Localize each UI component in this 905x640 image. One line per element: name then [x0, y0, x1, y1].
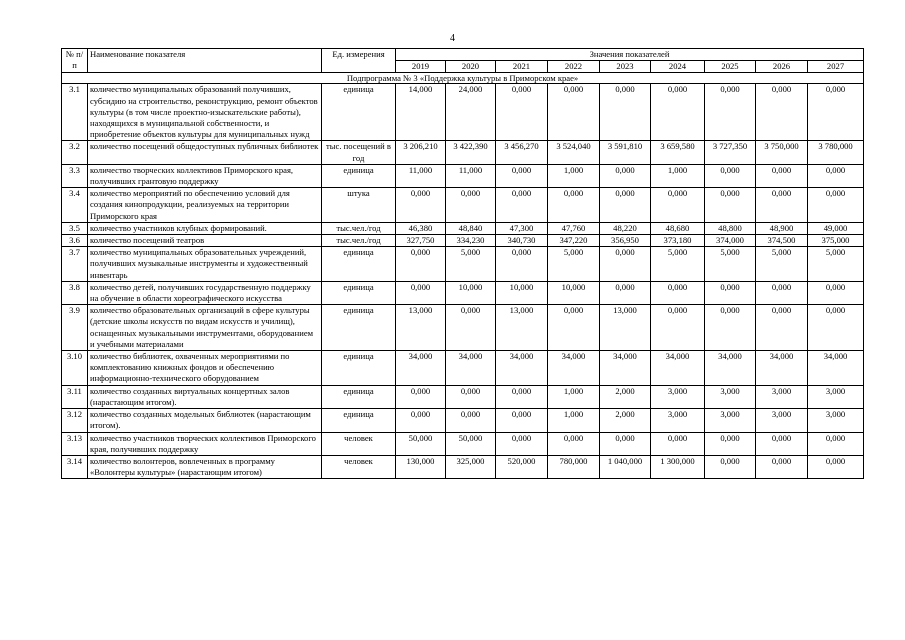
year-header: 2020 [446, 61, 496, 73]
unit-cell: единица [322, 409, 396, 432]
value-cell: 3 206,210 [396, 141, 446, 164]
value-cell: 0,000 [808, 164, 864, 187]
value-cell: 13,000 [396, 305, 446, 351]
indicator-name: количество детей, получивших государственную поддержку на обучение в области хореографического искусства [88, 281, 322, 304]
value-cell: 34,000 [651, 351, 705, 386]
year-header: 2021 [496, 61, 548, 73]
value-cell: 0,000 [651, 432, 705, 455]
table-row [62, 432, 864, 455]
unit-cell: единица [322, 281, 396, 304]
row-number: 3.4 [62, 188, 88, 223]
value-cell: 3 780,000 [808, 141, 864, 164]
value-cell: 0,000 [756, 164, 808, 187]
indicator-name: количество волонтеров, вовлеченных в программу «Волонтеры культуры» (нарастающим итогом) [88, 455, 322, 478]
value-cell: 374,500 [756, 235, 808, 247]
row-number: 3.3 [62, 164, 88, 187]
value-cell: 0,000 [705, 455, 756, 478]
indicator-name: количество муниципальных образовательных учреждений, получивших музыкальные инструменты и художественный инвентарь [88, 247, 322, 282]
value-cell: 0,000 [496, 164, 548, 187]
value-cell: 48,900 [756, 222, 808, 234]
unit-cell: единица [322, 305, 396, 351]
table-row [62, 385, 864, 408]
value-cell: 0,000 [446, 409, 496, 432]
table-row [62, 351, 864, 386]
unit-cell: тыс.чел./год [322, 222, 396, 234]
indicator-name: количество участников творческих коллективов Приморского края, получивших поддержку [88, 432, 322, 455]
value-cell: 0,000 [808, 188, 864, 223]
row-number: 3.1 [62, 84, 88, 141]
value-cell: 48,800 [705, 222, 756, 234]
value-cell: 13,000 [496, 305, 548, 351]
value-cell: 0,000 [548, 305, 600, 351]
indicator-name: количество творческих коллективов Приморского края, получивших грантовую поддержку [88, 164, 322, 187]
value-cell: 0,000 [396, 281, 446, 304]
value-cell: 130,000 [396, 455, 446, 478]
value-cell: 1 300,000 [651, 455, 705, 478]
value-cell: 0,000 [446, 305, 496, 351]
value-cell: 3 456,270 [496, 141, 548, 164]
value-cell: 1,000 [548, 385, 600, 408]
row-number: 3.5 [62, 222, 88, 234]
value-cell: 3 591,810 [600, 141, 651, 164]
value-cell: 47,760 [548, 222, 600, 234]
indicators-table [61, 48, 864, 479]
unit-cell: единица [322, 247, 396, 282]
table-row [62, 455, 864, 478]
indicator-name: количество созданных модельных библиотек (нарастающим итогом). [88, 409, 322, 432]
value-cell: 14,000 [396, 84, 446, 141]
year-header: 2022 [548, 61, 600, 73]
value-cell: 0,000 [446, 188, 496, 223]
value-cell: 0,000 [600, 281, 651, 304]
value-cell: 0,000 [756, 305, 808, 351]
value-cell: 0,000 [705, 188, 756, 223]
value-cell: 47,300 [496, 222, 548, 234]
year-header: 2024 [651, 61, 705, 73]
value-cell: 0,000 [756, 432, 808, 455]
value-cell: 0,000 [396, 247, 446, 282]
value-cell: 374,000 [705, 235, 756, 247]
table-row [62, 141, 864, 164]
value-cell: 0,000 [808, 432, 864, 455]
value-cell: 5,000 [808, 247, 864, 282]
value-cell: 50,000 [446, 432, 496, 455]
value-cell: 10,000 [446, 281, 496, 304]
value-cell: 0,000 [808, 305, 864, 351]
value-cell: 3 422,390 [446, 141, 496, 164]
table-row [62, 281, 864, 304]
row-number: 3.11 [62, 385, 88, 408]
value-cell: 0,000 [396, 409, 446, 432]
value-cell: 49,000 [808, 222, 864, 234]
value-cell: 34,000 [808, 351, 864, 386]
value-cell: 0,000 [705, 432, 756, 455]
value-cell: 10,000 [496, 281, 548, 304]
unit-cell: единица [322, 385, 396, 408]
table-row [62, 164, 864, 187]
unit-header: Ед. измерения [322, 49, 396, 73]
indicator-name: количество муниципальных образований получивших, субсидию на строительство, реконструкцию, ремонт объектов культуры (в том числе проектно-изыскательские работы), находящихся в муниципальной собственности, и приобретение объектов культуры для муниципальных нужд [88, 84, 322, 141]
value-cell: 3,000 [756, 385, 808, 408]
value-cell: 3,000 [651, 409, 705, 432]
row-number: 3.8 [62, 281, 88, 304]
value-cell: 34,000 [446, 351, 496, 386]
value-cell: 3,000 [705, 385, 756, 408]
value-cell: 0,000 [651, 305, 705, 351]
unit-cell: единица [322, 84, 396, 141]
indicator-name: количество образовательных организаций в сфере культуры (детские школы искусств по видам искусств и училищ), оснащенных музыкальными инструментами, оборудованием и учебными материалами [88, 305, 322, 351]
value-cell: 0,000 [496, 247, 548, 282]
value-cell: 0,000 [756, 188, 808, 223]
year-header: 2026 [756, 61, 808, 73]
name-header: Наименование показателя [88, 49, 322, 73]
values-header: Значения показателей [396, 49, 864, 61]
value-cell: 347,220 [548, 235, 600, 247]
value-cell: 0,000 [496, 385, 548, 408]
value-cell: 34,000 [396, 351, 446, 386]
value-cell: 0,000 [705, 305, 756, 351]
value-cell: 780,000 [548, 455, 600, 478]
value-cell: 327,750 [396, 235, 446, 247]
value-cell: 5,000 [756, 247, 808, 282]
value-cell: 0,000 [600, 188, 651, 223]
value-cell: 3 750,000 [756, 141, 808, 164]
row-number: 3.2 [62, 141, 88, 164]
indicator-name: количество созданных виртуальных концертных залов (нарастающим итогом). [88, 385, 322, 408]
header-row [62, 49, 864, 61]
year-header: 2025 [705, 61, 756, 73]
indicator-name: количество посещений театров [88, 235, 322, 247]
value-cell: 3,000 [651, 385, 705, 408]
value-cell: 0,000 [396, 188, 446, 223]
value-cell: 0,000 [496, 432, 548, 455]
value-cell: 1 040,000 [600, 455, 651, 478]
unit-cell: единица [322, 164, 396, 187]
value-cell: 0,000 [705, 164, 756, 187]
value-cell: 0,000 [600, 432, 651, 455]
value-cell: 11,000 [396, 164, 446, 187]
subprogram-title: Подпрограмма № 3 «Поддержка культуры в Приморском крае» [62, 73, 864, 84]
row-number: 3.7 [62, 247, 88, 282]
value-cell: 5,000 [705, 247, 756, 282]
value-cell: 3,000 [705, 409, 756, 432]
indicator-name: количество посещений общедоступных публичных библиотек [88, 141, 322, 164]
unit-cell: штука [322, 188, 396, 223]
indicator-name: количество участников клубных формирований. [88, 222, 322, 234]
value-cell: 0,000 [496, 409, 548, 432]
value-cell: 48,840 [446, 222, 496, 234]
table-row [62, 247, 864, 282]
value-cell: 0,000 [705, 84, 756, 141]
value-cell: 34,000 [756, 351, 808, 386]
value-cell: 0,000 [651, 84, 705, 141]
unit-cell: тыс. посещений в год [322, 141, 396, 164]
table-row [62, 305, 864, 351]
value-cell: 3,000 [808, 385, 864, 408]
value-cell: 34,000 [496, 351, 548, 386]
value-cell: 0,000 [548, 188, 600, 223]
value-cell: 1,000 [651, 164, 705, 187]
table-row [62, 235, 864, 247]
value-cell: 34,000 [600, 351, 651, 386]
value-cell: 0,000 [705, 281, 756, 304]
value-cell: 0,000 [496, 188, 548, 223]
unit-cell: человек [322, 432, 396, 455]
table-row [62, 84, 864, 141]
indicator-name: количество мероприятий по обеспечению условий для создания кинопродукции, реализуемых на территории Приморского края [88, 188, 322, 223]
num-header: № п/п [62, 49, 88, 73]
value-cell: 3,000 [756, 409, 808, 432]
value-cell: 375,000 [808, 235, 864, 247]
value-cell: 11,000 [446, 164, 496, 187]
value-cell: 48,220 [600, 222, 651, 234]
value-cell: 1,000 [548, 164, 600, 187]
value-cell: 0,000 [496, 84, 548, 141]
table-row [62, 188, 864, 223]
row-number: 3.6 [62, 235, 88, 247]
page-number: 4 [450, 33, 455, 44]
year-header: 2019 [396, 61, 446, 73]
value-cell: 3 659,580 [651, 141, 705, 164]
value-cell: 334,230 [446, 235, 496, 247]
value-cell: 5,000 [548, 247, 600, 282]
row-number: 3.13 [62, 432, 88, 455]
value-cell: 13,000 [600, 305, 651, 351]
value-cell: 0,000 [600, 84, 651, 141]
value-cell: 3 524,040 [548, 141, 600, 164]
unit-cell: человек [322, 455, 396, 478]
value-cell: 46,380 [396, 222, 446, 234]
value-cell: 0,000 [600, 247, 651, 282]
value-cell: 3 727,350 [705, 141, 756, 164]
indicator-name: количество библиотек, охваченных мероприятиями по комплектованию книжных фондов и обеспечению информационно-технического оборудованием [88, 351, 322, 386]
year-header: 2027 [808, 61, 864, 73]
table-row [62, 409, 864, 432]
year-header: 2023 [600, 61, 651, 73]
value-cell: 0,000 [600, 164, 651, 187]
row-number: 3.14 [62, 455, 88, 478]
value-cell: 340,730 [496, 235, 548, 247]
value-cell: 0,000 [756, 281, 808, 304]
value-cell: 0,000 [446, 385, 496, 408]
subprogram-row [62, 73, 864, 84]
value-cell: 50,000 [396, 432, 446, 455]
row-number: 3.12 [62, 409, 88, 432]
value-cell: 0,000 [808, 455, 864, 478]
value-cell: 3,000 [808, 409, 864, 432]
value-cell: 34,000 [705, 351, 756, 386]
value-cell: 5,000 [651, 247, 705, 282]
value-cell: 24,000 [446, 84, 496, 141]
value-cell: 5,000 [446, 247, 496, 282]
row-number: 3.9 [62, 305, 88, 351]
row-number: 3.10 [62, 351, 88, 386]
value-cell: 0,000 [808, 281, 864, 304]
value-cell: 0,000 [651, 188, 705, 223]
value-cell: 0,000 [548, 432, 600, 455]
value-cell: 520,000 [496, 455, 548, 478]
value-cell: 2,000 [600, 409, 651, 432]
unit-cell: тыс.чел./год [322, 235, 396, 247]
value-cell: 356,950 [600, 235, 651, 247]
unit-cell: единица [322, 351, 396, 386]
value-cell: 373,180 [651, 235, 705, 247]
value-cell: 1,000 [548, 409, 600, 432]
value-cell: 10,000 [548, 281, 600, 304]
value-cell: 0,000 [756, 455, 808, 478]
table-row [62, 222, 864, 234]
value-cell: 0,000 [651, 281, 705, 304]
value-cell: 0,000 [548, 84, 600, 141]
value-cell: 325,000 [446, 455, 496, 478]
value-cell: 0,000 [396, 385, 446, 408]
value-cell: 34,000 [548, 351, 600, 386]
value-cell: 48,680 [651, 222, 705, 234]
value-cell: 0,000 [808, 84, 864, 141]
value-cell: 2,000 [600, 385, 651, 408]
value-cell: 0,000 [756, 84, 808, 141]
